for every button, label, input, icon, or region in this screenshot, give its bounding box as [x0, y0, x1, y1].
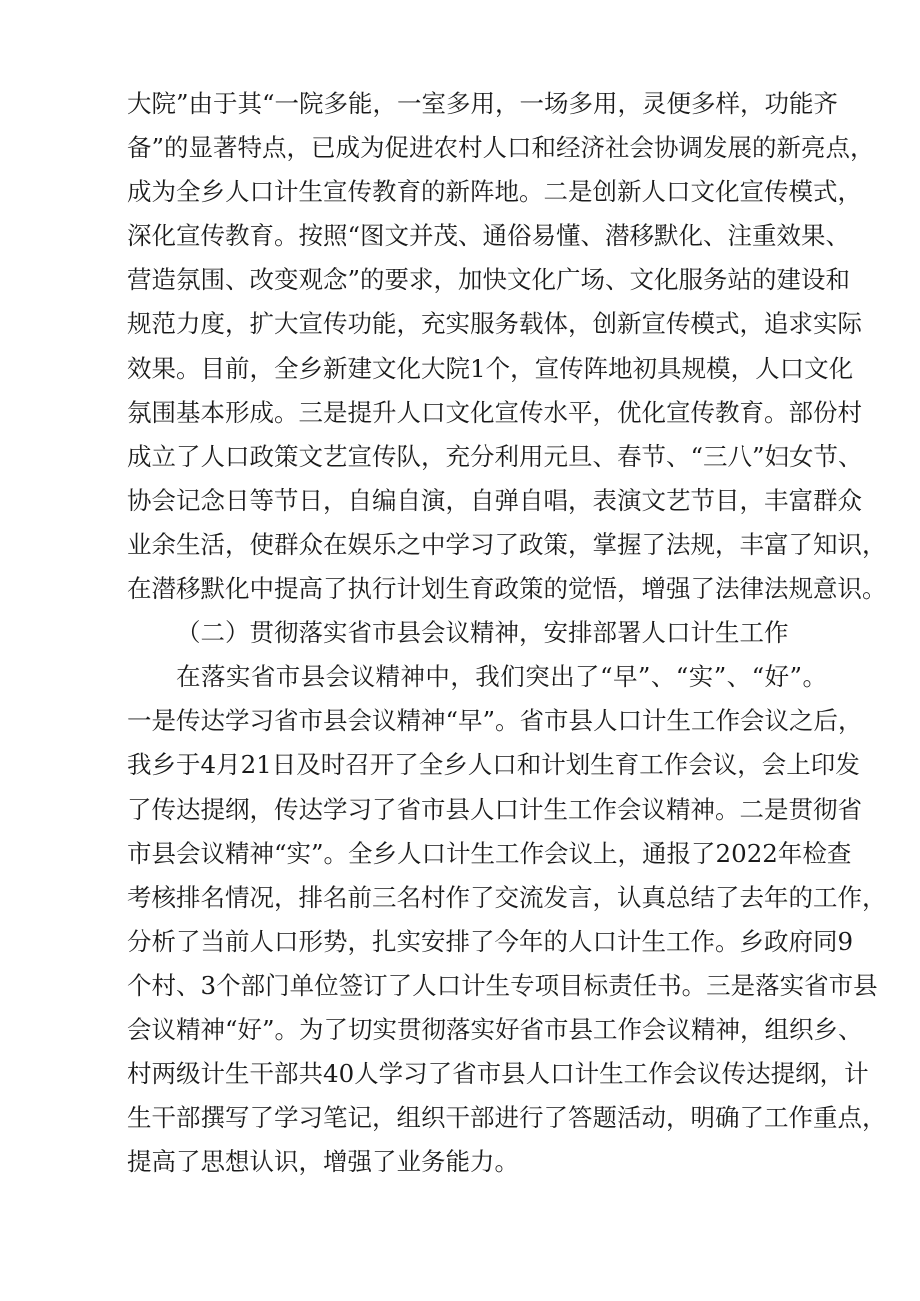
document-body — [127, 82, 887, 1184]
paragraph-line: 备”的显著特点，已成为促进农村人口和经济社会协调发展的新亮点， — [127, 133, 875, 163]
paragraph-line: 分析了当前人口形势，扎实安排了今年的人口计生工作。乡政府同9 — [127, 926, 854, 956]
paragraph-line: 氛围基本形成。三是提升人口文化宣传水平，优化宣传教育。部份村 — [127, 397, 862, 427]
paragraph-line: 效果。目前，全乡新建文化大院1个，宣传阵地初具规模，人口文化 — [127, 353, 854, 383]
paragraph-line: 大院”由于其“一院多能，一室多用，一场多用，灵便多样，功能齐 — [127, 89, 839, 118]
paragraph-line: 我乡于4月21日及时召开了全乡人口和计划生育工作会议，会上印发 — [127, 750, 860, 780]
paragraph-line: 一是传达学习省市县会议精神“早”。省市县人口计生工作会议之后， — [127, 706, 863, 736]
paragraph-line: 协会记念日等节日，自编自演，自弹自唱，表演文艺节目，丰富群众 — [127, 485, 862, 515]
paragraph-line: 个村、3个部门单位签订了人口计生专项目标责任书。三是落实省市县 — [127, 970, 878, 1000]
paragraph-line: 生干部撰写了学习笔记，组织干部进行了答题活动，明确了工作重点， — [127, 1103, 887, 1133]
paragraph-line: 成立了人口政策文艺宣传队，充分利用元旦、春节、“三八”妇女节、 — [127, 441, 863, 471]
paragraph-line: 村两级计生干部共40人学习了省市县人口计生工作会议传达提纲，计 — [127, 1059, 869, 1089]
paragraph-line: 深化宣传教育。按照“图文并茂、通俗易懂、潜移默化、注重效果、 — [127, 221, 851, 251]
paragraph-2 — [127, 655, 887, 1184]
paragraph-1 — [127, 82, 887, 611]
section-heading: （二）贯彻落实省市县会议精神，安排部署人口计生工作 — [176, 618, 789, 648]
paragraph-line: 成为全乡人口计生宣传教育的新阵地。二是创新人口文化宣传模式， — [127, 177, 862, 207]
paragraph-line: 在潜移默化中提高了执行计划生育政策的觉悟，增强了法律法规意识。 — [127, 574, 887, 604]
paragraph-line: 会议精神“好”。为了切实贯彻落实好省市县工作会议精神，组织乡、 — [127, 1014, 863, 1044]
paragraph-line: 市县会议精神“实”。全乡人口计生工作会议上，通报了2022年检查 — [127, 838, 852, 868]
paragraph-line: 业余生活，使群众在娱乐之中学习了政策，掌握了法规，丰富了知识， — [127, 529, 887, 559]
paragraph-line: 在落实省市县会议精神中，我们突出了“早”、“实”、“好”。 — [176, 662, 827, 692]
paragraph-line: 考核排名情况，排名前三名村作了交流发言，认真总结了去年的工作， — [127, 882, 887, 912]
paragraph-line: 了传达提纲，传达学习了省市县人口计生工作会议精神。二是贯彻省 — [127, 794, 862, 824]
paragraph-line: 提高了思想认识，增强了业务能力。 — [127, 1147, 519, 1177]
paragraph-line: 规范力度，扩大宣传功能，充实服务载体，创新宣传模式，追求实际 — [127, 309, 862, 339]
paragraph-line: 营造氛围、改变观念”的要求，加快文化广场、文化服务站的建设和 — [127, 265, 851, 295]
